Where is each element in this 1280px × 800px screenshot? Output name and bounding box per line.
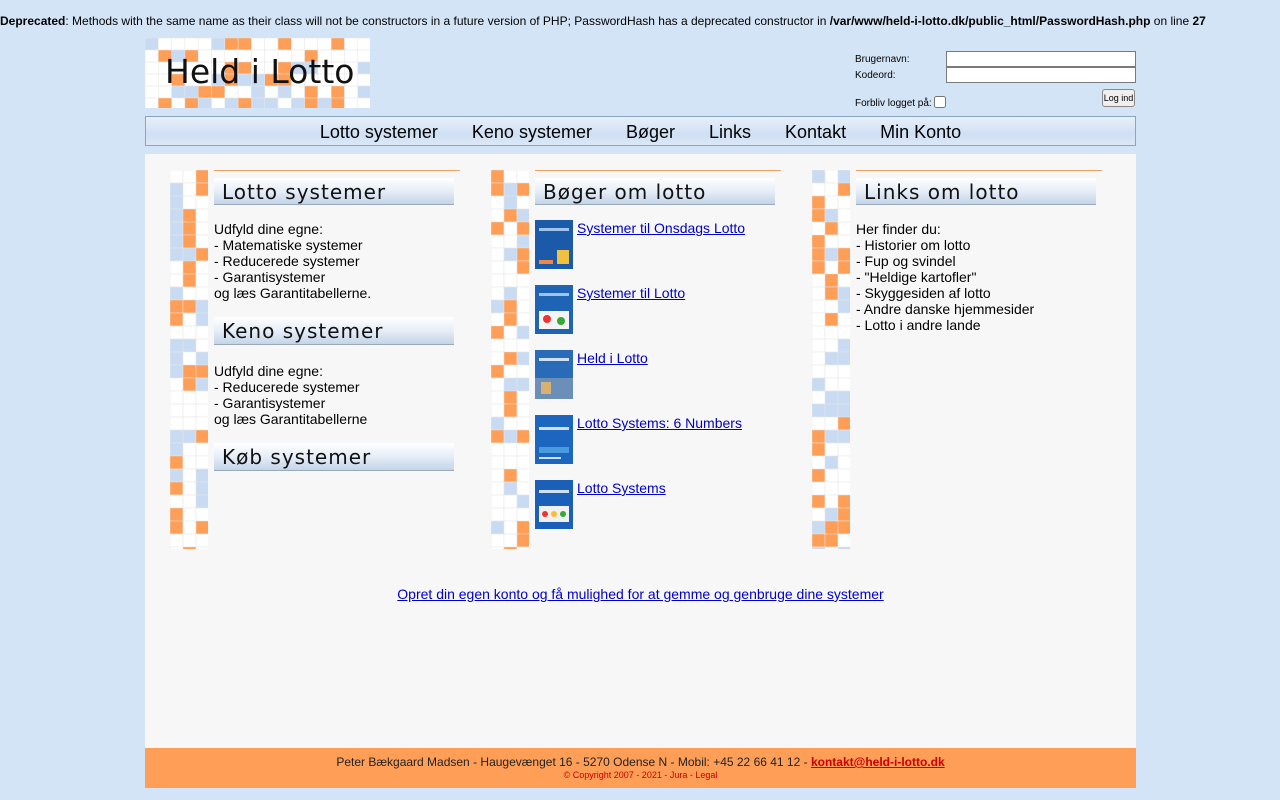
password-label: Kodeord: <box>855 70 896 81</box>
lotto-line: Udfyld dine egne: <box>214 221 323 237</box>
lotto-grid-strip <box>170 170 208 549</box>
book-link[interactable]: Systemer til Lotto <box>577 285 686 301</box>
keno-line: Udfyld dine egne: <box>214 363 323 379</box>
keno-line: - Reducerede systemer <box>214 379 360 395</box>
keno-line: og læs Garantitabellerne <box>214 411 368 427</box>
lotto-column <box>170 170 460 549</box>
deprecated-file: /var/www/held-i-lotto.dk/public_html/PasswordHash.php <box>829 14 1151 28</box>
footer-contact <box>145 755 1136 769</box>
links-description[interactable] <box>856 221 1034 333</box>
book-cover-icon[interactable] <box>535 350 573 399</box>
footer-email-link[interactable]: kontakt@held-i-lotto.dk <box>810 755 945 769</box>
lotto-line: - Reducerede systemer <box>214 253 360 269</box>
links-line: - Lotto i andre lande <box>856 317 981 333</box>
password-input[interactable] <box>946 67 1136 83</box>
remember-row <box>855 96 946 109</box>
footer-copyright[interactable]: © Copyright 2007 - 2021 - Jura - Legal <box>563 770 718 780</box>
deprecated-on-line: on line <box>1150 14 1193 28</box>
keno-description[interactable] <box>214 363 367 427</box>
nav-boeger[interactable]: Bøger <box>625 122 675 142</box>
main-nav <box>145 116 1136 146</box>
links-line: - Andre danske hjemmesider <box>856 301 1035 317</box>
username-input[interactable] <box>946 51 1136 67</box>
password-row <box>855 67 1137 83</box>
signup-link[interactable]: Opret din egen konto og få mulighed for at gemme og genbruge dine systemer <box>397 586 884 602</box>
keno-line: - Garantisystemer <box>214 395 326 411</box>
lotto-header[interactable] <box>214 170 460 205</box>
links-header[interactable] <box>856 170 1102 205</box>
site-logo[interactable] <box>145 38 370 108</box>
lotto-description[interactable] <box>214 221 371 301</box>
links-header-title: Links om lotto <box>864 180 1020 204</box>
links-line: Her finder du: <box>856 221 941 237</box>
username-label: Brugernavn: <box>855 54 910 65</box>
books-column <box>491 170 781 549</box>
nav-min-konto[interactable]: Min Konto <box>880 122 962 142</box>
logo-text: Held i Lotto <box>165 52 355 91</box>
buy-header-title: Køb systemer <box>222 445 372 469</box>
lotto-line: - Garantisystemer <box>214 269 326 285</box>
book-item <box>535 350 781 400</box>
keno-header-title: Keno systemer <box>222 319 384 343</box>
remember-label: Forbliv logget på: <box>855 98 932 109</box>
footer-address: Peter Bækgaard Madsen - Haugevænget 16 - 5270 Odense N - Mobil: +45 22 66 41 12 - <box>336 755 811 769</box>
links-line: - Historier om lotto <box>856 237 971 253</box>
links-column <box>812 170 1102 549</box>
deprecated-message: : Methods with the same name as their class will not be constructors in a future version of PHP; PasswordHash has a deprecated constructor in <box>65 14 830 28</box>
links-line: - Fup og svindel <box>856 253 956 269</box>
books-header-title: Bøger om lotto <box>543 180 707 204</box>
username-row <box>855 51 1137 67</box>
book-link[interactable]: Systemer til Onsdags Lotto <box>577 220 746 236</box>
books-header[interactable] <box>535 170 781 205</box>
lotto-line: og læs Garantitabellerne. <box>214 285 372 301</box>
lotto-header-title: Lotto systemer <box>222 180 387 204</box>
book-link[interactable]: Lotto Systems <box>577 480 666 496</box>
nav-kontakt[interactable]: Kontakt <box>785 122 847 142</box>
book-item <box>535 285 781 335</box>
deprecated-label: Deprecated <box>0 14 66 28</box>
nav-keno-systemer[interactable]: Keno systemer <box>471 122 592 142</box>
book-item <box>535 480 781 530</box>
book-cover-icon[interactable] <box>535 220 573 269</box>
nav-lotto-systemer[interactable]: Lotto systemer <box>319 122 438 142</box>
signup-section <box>145 586 1136 602</box>
book-link[interactable]: Lotto Systems: 6 Numbers <box>577 415 742 431</box>
remember-checkbox[interactable] <box>934 96 946 108</box>
keno-header[interactable] <box>214 317 454 345</box>
book-cover-icon[interactable] <box>535 285 573 334</box>
login-button[interactable]: Log ind <box>1102 89 1135 107</box>
buy-header[interactable] <box>214 443 454 471</box>
footer <box>145 748 1136 788</box>
links-grid-strip <box>812 170 850 549</box>
login-form <box>855 51 1137 111</box>
book-cover-icon[interactable] <box>535 415 573 464</box>
lotto-line: - Matematiske systemer <box>214 237 363 253</box>
book-link[interactable]: Held i Lotto <box>577 350 648 366</box>
book-item <box>535 220 781 270</box>
deprecated-line: 27 <box>1192 14 1206 28</box>
book-cover-icon[interactable] <box>535 480 573 529</box>
nav-links[interactable]: Links <box>709 122 752 142</box>
main-content <box>145 154 1136 748</box>
links-line: - Skyggesiden af lotto <box>856 285 991 301</box>
books-grid-strip <box>491 170 529 549</box>
book-item <box>535 415 781 465</box>
links-line: - "Heldige kartofler" <box>856 269 977 285</box>
deprecation-warning <box>0 13 1206 29</box>
